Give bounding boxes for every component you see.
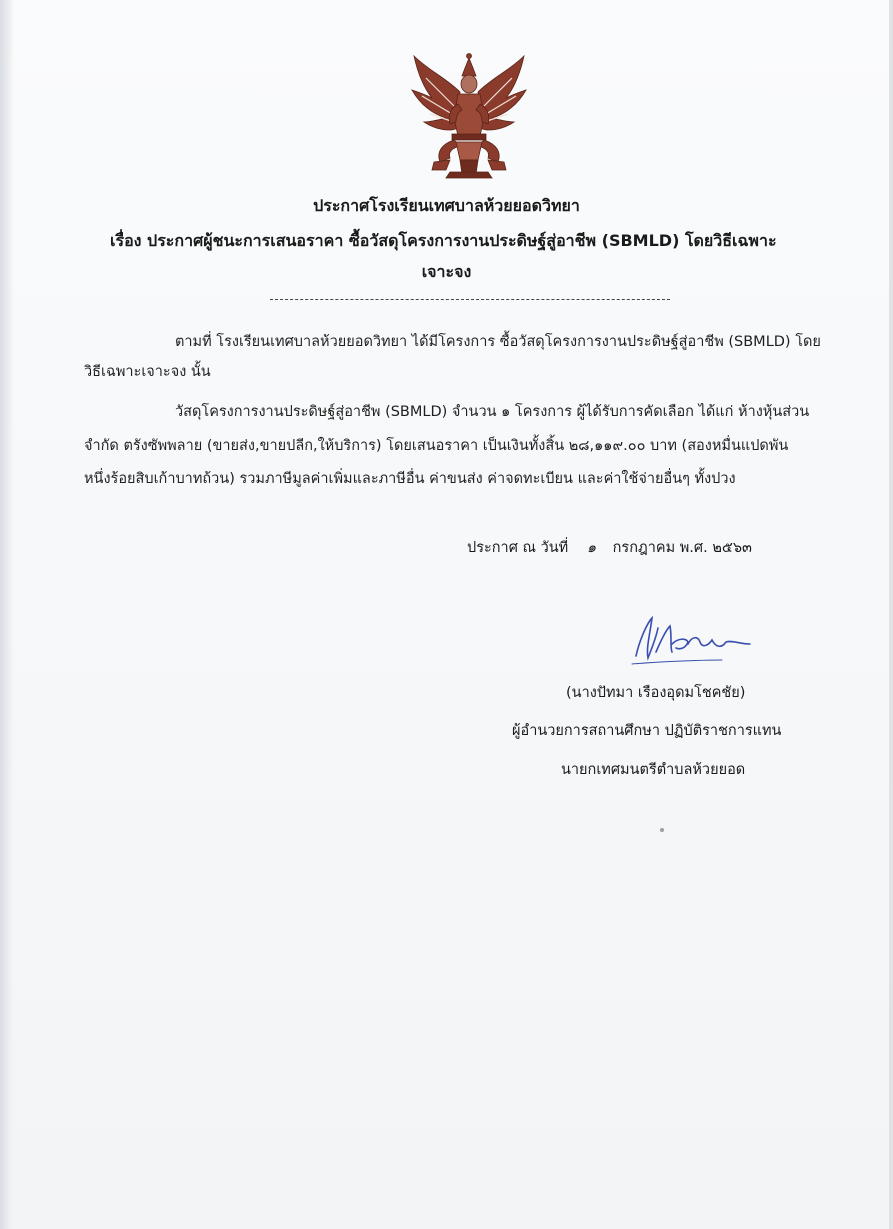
date-month-year: กรกฎาคม พ.ศ. ๒๕๖๓ [612, 540, 752, 556]
signatory-position-line2: นายกเทศมนตรีตำบลห้วยยอด [561, 762, 746, 778]
date-prefix: ประกาศ ณ วันที่ [467, 540, 569, 556]
scan-speck [660, 828, 664, 832]
announcement-subject-line1: เรื่อง ประกาศผู้ชนะการเสนอราคา ซื้อวัสดุโครงการงานประดิษฐ์สู่อาชีพ (SBMLD) โดยวิธีเฉพาะ [110, 231, 777, 250]
announcement-title: ประกาศโรงเรียนเทศบาลห้วยยอดวิทยา [313, 196, 580, 215]
scan-edge-left [0, 0, 14, 1229]
announcement-date [467, 537, 752, 559]
announcement-subject-line2: เจาะจง [421, 262, 472, 281]
paragraph1-line1: ตามที่ โรงเรียนเทศบาลห้วยยอดวิทยา ได้มีโครงการ ซื้อวัสดุโครงการงานประดิษฐ์สู่อาชีพ (SBMLD) โดย [175, 334, 821, 350]
dashed-divider [270, 299, 670, 301]
paragraph2-line3: หนึ่งร้อยสิบเก้าบาทถ้วน) รวมภาษีมูลค่าเพิ่มและภาษีอื่น ค่าขนส่ง ค่าจดทะเบียน และค่าใช้จ่ายอื่นๆ ทั้งปวง [84, 471, 736, 487]
paragraph2-line1: วัสดุโครงการงานประดิษฐ์สู่อาชีพ (SBMLD) จำนวน ๑ โครงการ ผู้ได้รับการคัดเลือก ได้แก่ ห้างหุ้นส่วน [175, 404, 810, 420]
paragraph1-line2: วิธีเฉพาะเจาะจง นั้น [84, 364, 211, 380]
date-day: ๑ [586, 540, 597, 556]
scan-edge-right [889, 0, 893, 1229]
paragraph2-line2: จำกัด ตรังซัพพลาย (ขายส่ง,ขายปลีก,ให้บริการ) โดยเสนอราคา เป็นเงินทั้งสิ้น ๒๘,๑๑๙.๐๐ บาท (สองหมื่นแปดพัน [84, 438, 789, 454]
handwritten-signature-icon [626, 608, 766, 678]
garuda-emblem-icon [406, 48, 532, 182]
signatory-position-line1: ผู้อำนวยการสถานศึกษา ปฏิบัติราชการแทน [512, 723, 782, 739]
signatory-name: (นางปัทมา เรืองอุดมโชคชัย) [566, 685, 746, 701]
